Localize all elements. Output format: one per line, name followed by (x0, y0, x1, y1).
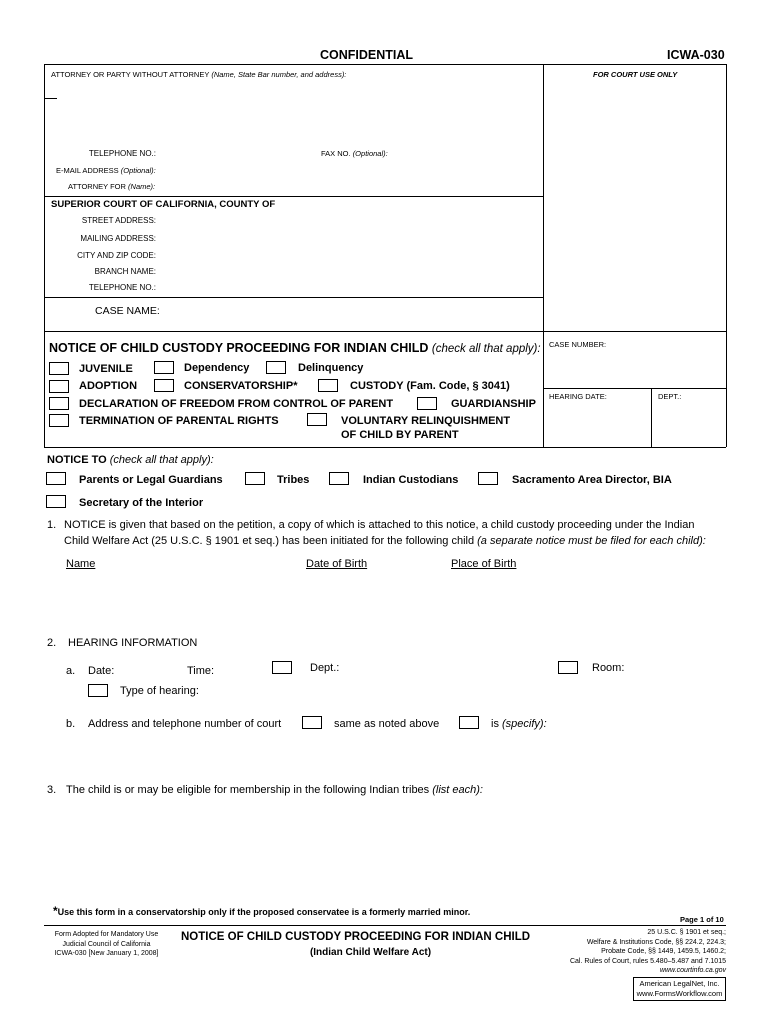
conservatorship-label: CONSERVATORSHIP* (184, 380, 298, 392)
item1-line2: Child Welfare Act (25 U.S.C. § 1901 et seq.) has been initiated for the following child (a separate notice must be filed for each child): (64, 535, 706, 547)
sacramento-checkbox[interactable] (478, 472, 498, 485)
termination-checkbox[interactable] (49, 414, 69, 427)
item1-number: 1. (47, 519, 57, 531)
case-number-label: CASE NUMBER: (549, 340, 607, 349)
adoption-checkbox[interactable] (49, 380, 69, 393)
dependency-checkbox[interactable] (154, 361, 174, 374)
court-telephone-label: TELEPHONE NO.: (88, 283, 156, 292)
dependency-label: Dependency (184, 362, 250, 374)
delinquency-checkbox[interactable] (266, 361, 286, 374)
room-checkbox[interactable] (558, 661, 578, 674)
item3-number: 3. (47, 784, 57, 796)
footer-title: NOTICE OF CHILD CUSTODY PROCEEDING FOR INDIAN CHILD (181, 931, 531, 943)
court-use-label: FOR COURT USE ONLY (593, 70, 678, 79)
adopted-block: Form Adopted for Mandatory Use Judicial Council of California ICWA-030 [New January 1, 2008] (54, 931, 159, 957)
juvenile-checkbox[interactable] (49, 362, 69, 375)
parents-checkbox[interactable] (46, 472, 66, 485)
custody-checkbox[interactable] (318, 379, 338, 392)
item1-line1: NOTICE is given that based on the petition, a copy of which is attached to this notice, a child custody proceeding under the Indian (64, 519, 695, 531)
type-of-hearing-label: Type of hearing: (120, 685, 199, 697)
street-address-label: STREET ADDRESS: (81, 216, 156, 225)
termination-label: TERMINATION OF PARENTAL RIGHTS (79, 415, 279, 427)
custodians-label: Indian Custodians (363, 474, 459, 486)
tribes-checkbox[interactable] (245, 472, 265, 485)
dept-field-label: Dept.: (310, 662, 340, 674)
declaration-checkbox[interactable] (49, 397, 69, 410)
custody-label: CUSTODY (Fam. Code, § 3041) (350, 380, 510, 392)
same-as-above-checkbox[interactable] (302, 716, 322, 729)
specify-label: is (specify): (491, 718, 547, 730)
footnote: *Use this form in a conservatorship only if the proposed conservatee is a formerly married minor. (53, 904, 471, 918)
voluntary-checkbox[interactable] (307, 413, 327, 426)
attorney-heading: ATTORNEY OR PARTY WITHOUT ATTORNEY (Name, State Bar number, and address): (51, 70, 347, 79)
guardianship-label: GUARDIANSHIP (451, 398, 536, 410)
item2b-letter: b. (66, 718, 76, 730)
case-name-label: CASE NAME: (95, 305, 160, 317)
form-title: NOTICE OF CHILD CUSTODY PROCEEDING FOR INDIAN CHILD (check all that apply): (49, 341, 541, 355)
item2a-letter: a. (66, 665, 76, 677)
item2-number: 2. (47, 637, 57, 649)
guardianship-checkbox[interactable] (417, 397, 437, 410)
col-dob: Date of Birth (306, 558, 368, 570)
hearing-date-label: HEARING DATE: (549, 392, 607, 401)
col-pob: Place of Birth (451, 558, 517, 570)
same-as-above-label: same as noted above (334, 718, 440, 730)
publisher-box: American LegalNet, Inc. www.FormsWorkflow.com (633, 977, 726, 1001)
voluntary-label-2: OF CHILD BY PARENT (341, 429, 459, 441)
city-zip-label: CITY AND ZIP CODE: (77, 251, 156, 260)
form-number: ICWA-030 (667, 48, 725, 62)
col-name: Name (66, 558, 96, 570)
adoption-label: ADOPTION (79, 380, 138, 392)
dept-checkbox[interactable] (272, 661, 292, 674)
date-label: Date: (88, 665, 115, 677)
court-address-label: Address and telephone number of court (88, 718, 282, 730)
dept-label: DEPT.: (658, 392, 682, 401)
fax-label: FAX NO. (Optional): (321, 149, 388, 158)
conservatorship-checkbox[interactable] (154, 379, 174, 392)
juvenile-label: JUVENILE (79, 363, 133, 375)
sacramento-label: Sacramento Area Director, BIA (512, 474, 672, 486)
voluntary-label-1: VOLUNTARY RELINQUISHMENT (341, 415, 511, 427)
custodians-checkbox[interactable] (329, 472, 349, 485)
notice-to-heading: NOTICE TO (check all that apply): (47, 454, 214, 466)
item2-heading: HEARING INFORMATION (68, 637, 198, 649)
attorney-for-label: ATTORNEY FOR (Name): (68, 182, 156, 191)
type-of-hearing-checkbox[interactable] (88, 684, 108, 697)
email-label: E-MAIL ADDRESS (Optional): (56, 166, 156, 175)
delinquency-label: Delinquency (298, 362, 364, 374)
secretary-checkbox[interactable] (46, 495, 66, 508)
citations-block: 25 U.S.C. § 1901 et seq.; Welfare & Institutions Code, §§ 224.2, 224.3; Probate Code, §§ 1449, 1459.5, 1460.2; Cal. Rules of Court, rules 5.480–5.487 and 7.1015 www.courtinfo.ca.gov (569, 929, 726, 974)
declaration-label: DECLARATION OF FREEDOM FROM CONTROL OF PARENT (79, 398, 394, 410)
time-label: Time: (187, 665, 215, 677)
secretary-label: Secretary of the Interior (79, 497, 204, 509)
parents-label: Parents or Legal Guardians (79, 474, 223, 486)
court-heading: SUPERIOR COURT OF CALIFORNIA, COUNTY OF (51, 199, 276, 210)
confidential-label: CONFIDENTIAL (320, 48, 414, 62)
footer-subtitle: (Indian Child Welfare Act) (309, 947, 432, 958)
room-label: Room: (592, 662, 625, 674)
mailing-address-label: MAILING ADDRESS: (80, 234, 156, 243)
item3-text: The child is or may be eligible for membership in the following Indian tribes (list each): (66, 784, 483, 796)
telephone-label: TELEPHONE NO.: (88, 149, 156, 158)
branch-name-label: BRANCH NAME: (94, 267, 156, 276)
page-number: Page 1 of 10 (680, 915, 724, 924)
tribes-label: Tribes (277, 474, 310, 486)
specify-checkbox[interactable] (459, 716, 479, 729)
